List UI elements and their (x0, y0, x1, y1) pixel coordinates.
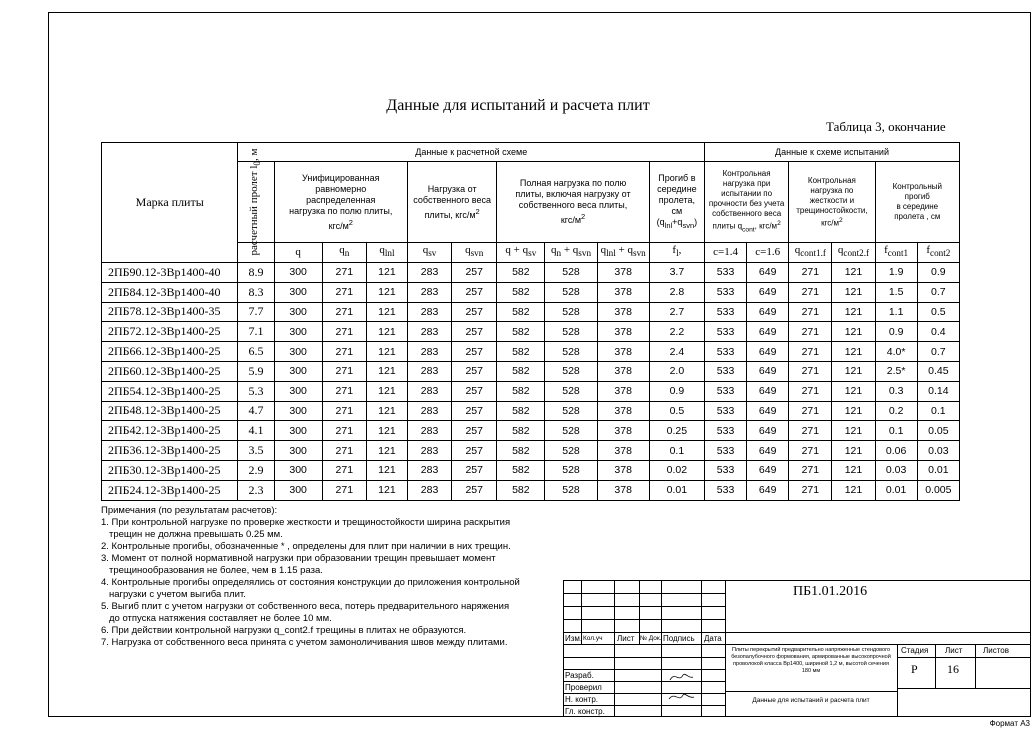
cell-qc1: 271 (789, 263, 832, 283)
col-control-defl-header: Контрольный прогиб в середине пролета , см (875, 162, 959, 243)
cell-qfull: 582 (497, 263, 545, 283)
cell-qlnl: 121 (366, 441, 407, 461)
cell-c16: 649 (747, 421, 789, 441)
cell-c14: 533 (704, 282, 746, 302)
cell-span: 4.7 (238, 401, 274, 421)
cell-qc1: 271 (789, 342, 832, 362)
cell-fl: 2.0 (649, 361, 704, 381)
cell-fc2: 0.9 (917, 263, 959, 283)
cell-qnfull: 528 (545, 302, 597, 322)
cell-qsv: 283 (408, 302, 452, 322)
cell-mark: 2ПБ36.12-3Вр1400-25 (102, 441, 238, 461)
cell-qsv: 283 (408, 421, 452, 441)
cell-fl: 0.9 (649, 381, 704, 401)
cell-qlnl: 121 (366, 322, 407, 342)
cell-fc2: 0.14 (917, 381, 959, 401)
cell-qsv: 283 (408, 381, 452, 401)
cell-fl: 0.1 (649, 441, 704, 461)
cell-c14: 533 (704, 381, 746, 401)
cell-span: 5.9 (238, 361, 274, 381)
cell-qfull: 582 (497, 302, 545, 322)
cell-qnfull: 528 (545, 421, 597, 441)
cell-qfull: 582 (497, 282, 545, 302)
stamp-data: Дата (704, 634, 722, 643)
cell-qlnl: 121 (366, 282, 407, 302)
cell-q: 300 (274, 322, 322, 342)
cell-fc1: 0.1 (875, 421, 917, 441)
sub-qc1: $q_{cont1.f}$ (789, 243, 832, 263)
cell-span: 8.3 (238, 282, 274, 302)
cell-span: 8.9 (238, 263, 274, 283)
cell-c16: 649 (747, 441, 789, 461)
cell-qc2: 121 (832, 401, 875, 421)
cell-mark: 2ПБ24.12-3Вр1400-25 (102, 480, 238, 500)
cell-q: 300 (274, 263, 322, 283)
cell-c16: 649 (747, 302, 789, 322)
stamp-listov-label: Листов (983, 646, 1009, 655)
note-line: 2. Контрольные прогибы, обозначенные * , определены для плит при наличии в них трещин. (101, 541, 511, 552)
cell-qsvn: 257 (452, 460, 497, 480)
col-unified-header: Унифицированная равномерно распределенная нагрузка по полю плиты, кгс/$м^2$ (274, 162, 407, 243)
cell-fc2: 0.1 (917, 401, 959, 421)
sub-qfull: $q + q_{sv}$ (497, 243, 545, 263)
cell-q: 300 (274, 480, 322, 500)
cell-c14: 533 (704, 302, 746, 322)
cell-qnfull: 528 (545, 263, 597, 283)
stamp-description: Плиты перекрытий предварительно напряженные стендового безопалубочного формования, армированные высокопрочной проволокой класса Вр1400, шириной 1,2 м, высотой сечения 180 мм (731, 647, 891, 674)
cell-c16: 649 (747, 322, 789, 342)
cell-qc2: 121 (832, 361, 875, 381)
sub-qlnl: $q_{lnl}$ (366, 243, 407, 263)
cell-qlnlfull: 378 (597, 282, 649, 302)
cell-span: 2.9 (238, 460, 274, 480)
cell-mark: 2ПБ42.12-3Вр1400-25 (102, 421, 238, 441)
cell-fc1: 1.5 (875, 282, 917, 302)
col-self-header: Нагрузка от собственного веса плиты, кгс/$м^2$ (408, 162, 497, 243)
cell-fl: 0.25 (649, 421, 704, 441)
cell-qlnl: 121 (366, 480, 407, 500)
cell-qn: 271 (322, 342, 366, 362)
cell-qc2: 121 (832, 381, 875, 401)
cell-fc2: 0.7 (917, 342, 959, 362)
cell-fc2: 0.7 (917, 282, 959, 302)
col-full-header: Полная нагрузка по полю плиты, включая нагрузку от собственного веса плиты, кгс/$м^2$ (497, 162, 650, 243)
sub-q: q (274, 243, 322, 263)
cell-fc2: 0.03 (917, 441, 959, 461)
cell-qlnl: 121 (366, 401, 407, 421)
cell-fc1: 0.01 (875, 480, 917, 500)
table-row (102, 441, 960, 461)
table-row (102, 361, 960, 381)
sub-qnfull: $q_n + q_{svn}$ (545, 243, 597, 263)
cell-c14: 533 (704, 460, 746, 480)
cell-fl: 0.01 (649, 480, 704, 500)
cell-c14: 533 (704, 441, 746, 461)
cell-qlnl: 121 (366, 381, 407, 401)
sub-qsv: $q_{sv}$ (408, 243, 452, 263)
cell-qfull: 582 (497, 322, 545, 342)
cell-q: 300 (274, 282, 322, 302)
cell-c14: 533 (704, 322, 746, 342)
notes-heading: Примечания (по результатам расчетов): (101, 505, 278, 516)
cell-qnfull: 528 (545, 282, 597, 302)
cell-qc1: 271 (789, 282, 832, 302)
note-line: 6. При действии контрольной нагрузки q_cont2.f трещины в плитах не образуются. (101, 625, 467, 636)
table-row (102, 342, 960, 362)
cell-qfull: 582 (497, 421, 545, 441)
cell-fl: 0.5 (649, 401, 704, 421)
table-label: Таблица 3, окончание (826, 119, 946, 134)
cell-qfull: 582 (497, 441, 545, 461)
cell-qc1: 271 (789, 381, 832, 401)
cell-qsvn: 257 (452, 282, 497, 302)
cell-c16: 649 (747, 361, 789, 381)
note-line: до отпуска натяжения составляет не более 10 мм. (109, 613, 332, 624)
stamp-list-no: 16 (947, 662, 959, 676)
stamp-gl-konstr: Гл. констр. (565, 707, 605, 716)
cell-qlnlfull: 378 (597, 263, 649, 283)
stamp-list-label: Лист (945, 646, 963, 655)
cell-c16: 649 (747, 342, 789, 362)
table-row (102, 401, 960, 421)
cell-qn: 271 (322, 441, 366, 461)
table-row (102, 460, 960, 480)
cell-c14: 533 (704, 480, 746, 500)
stamp-sheet-title: Данные для испытаний и расчета плит (752, 697, 870, 704)
table-row (102, 381, 960, 401)
cell-qn: 271 (322, 421, 366, 441)
sub-fc1: $f_{cont1}$ (875, 243, 917, 263)
cell-span: 5.3 (238, 381, 274, 401)
cell-span: 2.3 (238, 480, 274, 500)
stamp-razrab: Разраб. (565, 671, 594, 680)
table-row (102, 322, 960, 342)
cell-qnfull: 528 (545, 381, 597, 401)
cell-fl: 2.8 (649, 282, 704, 302)
cell-qsvn: 257 (452, 401, 497, 421)
col-mark-header: Марка плиты (102, 143, 238, 263)
cell-qn: 271 (322, 460, 366, 480)
cell-qnfull: 528 (545, 441, 597, 461)
note-line: 3. Момент от полной нормативной нагрузки при образовании трещин превышает момент (101, 553, 496, 564)
cell-qc2: 121 (832, 302, 875, 322)
cell-q: 300 (274, 401, 322, 421)
sub-qsvn: $q_{svn}$ (452, 243, 497, 263)
stamp-stadiya-label: Стадия (901, 646, 929, 655)
cell-qc1: 271 (789, 322, 832, 342)
data-table (101, 142, 960, 501)
cell-fc1: 0.06 (875, 441, 917, 461)
cell-qlnlfull: 378 (597, 302, 649, 322)
cell-qsvn: 257 (452, 421, 497, 441)
cell-mark: 2ПБ48.12-3Вр1400-25 (102, 401, 238, 421)
cell-qn: 271 (322, 302, 366, 322)
cell-span: 6.5 (238, 342, 274, 362)
stamp-n-dok: № Док. (640, 635, 662, 642)
cell-qnfull: 528 (545, 401, 597, 421)
cell-qc1: 271 (789, 302, 832, 322)
group-calc-header: Данные к расчетной схеме (238, 143, 705, 162)
cell-fl: 0.02 (649, 460, 704, 480)
cell-qnfull: 528 (545, 361, 597, 381)
col-defl-header: Прогиб в середине пролета, см $(q_{lnl}+q_{svn})$ (649, 162, 704, 243)
cell-qc1: 271 (789, 421, 832, 441)
signature-icon (667, 669, 697, 705)
cell-qc2: 121 (832, 342, 875, 362)
cell-qlnl: 121 (366, 421, 407, 441)
cell-qnfull: 528 (545, 322, 597, 342)
cell-qsvn: 257 (452, 381, 497, 401)
table-row (102, 421, 960, 441)
stamp-proveril: Проверил (565, 683, 602, 692)
cell-c16: 649 (747, 460, 789, 480)
cell-qc2: 121 (832, 441, 875, 461)
sub-qc2: $q_{cont2.f}$ (832, 243, 875, 263)
cell-qsv: 283 (408, 322, 452, 342)
cell-qfull: 582 (497, 361, 545, 381)
page-title: Данные для испытаний и расчета плит (386, 97, 650, 114)
cell-fl: 2.4 (649, 342, 704, 362)
cell-qc1: 271 (789, 361, 832, 381)
cell-qlnlfull: 378 (597, 421, 649, 441)
cell-fc1: 0.2 (875, 401, 917, 421)
cell-qsv: 283 (408, 441, 452, 461)
cell-qn: 271 (322, 322, 366, 342)
cell-qlnlfull: 378 (597, 460, 649, 480)
cell-qsv: 283 (408, 401, 452, 421)
cell-qn: 271 (322, 361, 366, 381)
sub-fc2: $f_{cont2}$ (917, 243, 959, 263)
cell-mark: 2ПБ72.12-3Вр1400-25 (102, 322, 238, 342)
cell-mark: 2ПБ66.12-3Вр1400-25 (102, 342, 238, 362)
note-line: 1. При контрольной нагрузке по проверке жесткости и трещиностойкости ширина раскрытия (101, 517, 511, 528)
cell-qc1: 271 (789, 480, 832, 500)
cell-qlnl: 121 (366, 460, 407, 480)
table-row (102, 302, 960, 322)
table-row (102, 480, 960, 500)
cell-qsv: 283 (408, 460, 452, 480)
cell-qc2: 121 (832, 282, 875, 302)
cell-c14: 533 (704, 342, 746, 362)
table-row (102, 282, 960, 302)
cell-span: 7.1 (238, 322, 274, 342)
cell-qc1: 271 (789, 401, 832, 421)
cell-qsvn: 257 (452, 263, 497, 283)
cell-q: 300 (274, 441, 322, 461)
cell-qc2: 121 (832, 421, 875, 441)
cell-c14: 533 (704, 361, 746, 381)
note-line: нагрузки с учетом выгиба плит. (109, 589, 246, 600)
cell-qlnl: 121 (366, 302, 407, 322)
cell-qsvn: 257 (452, 322, 497, 342)
cell-fc1: 1.1 (875, 302, 917, 322)
note-line: трещинообразования не более, чем в 1.15 раза. (109, 565, 323, 576)
cell-qsv: 283 (408, 342, 452, 362)
cell-qlnlfull: 378 (597, 361, 649, 381)
cell-q: 300 (274, 342, 322, 362)
cell-mark: 2ПБ90.12-3Вр1400-40 (102, 263, 238, 283)
table-row (102, 263, 960, 283)
col-control-stiff-header: Контрольная нагрузка по жесткости и трещиностойкости, кгс/$м^2$ (789, 162, 875, 243)
note-line: 5. Выгиб плит с учетом нагрузки от собственного веса, потерь предварительного наряжения (101, 601, 510, 612)
cell-qlnlfull: 378 (597, 401, 649, 421)
stamp-stadiya: Р (911, 662, 918, 676)
group-test-header: Данные к схеме испытаний (704, 143, 959, 162)
cell-c16: 649 (747, 282, 789, 302)
cell-fl: 3.7 (649, 263, 704, 283)
cell-fc1: 1.9 (875, 263, 917, 283)
cell-qc2: 121 (832, 480, 875, 500)
cell-qsvn: 257 (452, 441, 497, 461)
cell-qfull: 582 (497, 480, 545, 500)
cell-qsvn: 257 (452, 342, 497, 362)
sub-qn: $q_n$ (322, 243, 366, 263)
stamp-list: Лист (617, 634, 635, 643)
cell-qn: 271 (322, 381, 366, 401)
cell-qlnlfull: 378 (597, 441, 649, 461)
stamp-izm: Изм. (565, 634, 583, 643)
col-control-strength-header: Контрольная нагрузка при испытании по прочности без учета собственного веса плиты $q_{cont}$, кгс/$м^2$ (704, 162, 788, 243)
cell-qlnlfull: 378 (597, 381, 649, 401)
cell-mark: 2ПБ84.12-3Вр1400-40 (102, 282, 238, 302)
cell-qsv: 283 (408, 361, 452, 381)
cell-c16: 649 (747, 401, 789, 421)
stamp-code: ПБ1.01.2016 (793, 584, 868, 599)
cell-fc1: 4.0* (875, 342, 917, 362)
cell-c16: 649 (747, 480, 789, 500)
format-label: Формат А3 (989, 719, 1030, 728)
cell-q: 300 (274, 460, 322, 480)
cell-qsv: 283 (408, 480, 452, 500)
cell-c14: 533 (704, 421, 746, 441)
cell-fc1: 0.03 (875, 460, 917, 480)
cell-qc2: 121 (832, 263, 875, 283)
cell-fc1: 2.5* (875, 361, 917, 381)
cell-fl: 2.2 (649, 322, 704, 342)
cell-qc1: 271 (789, 460, 832, 480)
sub-qlnlfull: $q_{lnl} + q_{svn}$ (597, 243, 649, 263)
cell-fc2: 0.005 (917, 480, 959, 500)
cell-qn: 271 (322, 480, 366, 500)
cell-qsv: 283 (408, 263, 452, 283)
cell-qsvn: 257 (452, 302, 497, 322)
sub-c14: c=1.4 (704, 243, 746, 263)
note-line: 7. Нагрузка от собственного веса принята с учетом замоноличивания швов между плитами. (101, 637, 508, 648)
cell-qlnl: 121 (366, 361, 407, 381)
cell-qn: 271 (322, 401, 366, 421)
cell-qlnlfull: 378 (597, 480, 649, 500)
cell-qsvn: 257 (452, 361, 497, 381)
cell-mark: 2ПБ78.12-3Вр1400-35 (102, 302, 238, 322)
cell-c16: 649 (747, 263, 789, 283)
cell-qfull: 582 (497, 381, 545, 401)
cell-span: 3.5 (238, 441, 274, 461)
cell-c16: 649 (747, 381, 789, 401)
cell-qc1: 271 (789, 441, 832, 461)
stamp-n-kontr: Н. контр. (565, 695, 599, 704)
cell-c14: 533 (704, 401, 746, 421)
cell-qn: 271 (322, 282, 366, 302)
cell-span: 7.7 (238, 302, 274, 322)
cell-span: 4.1 (238, 421, 274, 441)
col-span-header: расчетный пролет $l_0$, м (238, 162, 274, 243)
cell-qlnl: 121 (366, 263, 407, 283)
cell-qsv: 283 (408, 282, 452, 302)
cell-fc2: 0.05 (917, 421, 959, 441)
cell-qfull: 582 (497, 342, 545, 362)
cell-mark: 2ПБ30.12-3Вр1400-25 (102, 460, 238, 480)
cell-fc2: 0.4 (917, 322, 959, 342)
cell-qnfull: 528 (545, 480, 597, 500)
table-body (102, 263, 960, 501)
cell-fc2: 0.01 (917, 460, 959, 480)
cell-q: 300 (274, 421, 322, 441)
note-line: трещин не должна превышать 0.25 мм. (109, 529, 283, 540)
cell-q: 300 (274, 381, 322, 401)
cell-q: 300 (274, 361, 322, 381)
cell-qlnlfull: 378 (597, 322, 649, 342)
cell-fc1: 0.3 (875, 381, 917, 401)
cell-fc2: 0.5 (917, 302, 959, 322)
note-line: 4. Контрольные прогибы определялись от состояния конструкции до приложения контрольной (101, 577, 520, 588)
cell-mark: 2ПБ60.12-3Вр1400-25 (102, 361, 238, 381)
cell-qc2: 121 (832, 322, 875, 342)
cell-fc2: 0.45 (917, 361, 959, 381)
cell-fc1: 0.9 (875, 322, 917, 342)
cell-qlnl: 121 (366, 342, 407, 362)
sub-c16: c=1.6 (747, 243, 789, 263)
cell-qfull: 582 (497, 460, 545, 480)
cell-q: 300 (274, 302, 322, 322)
cell-qc2: 121 (832, 460, 875, 480)
stamp-podpis: Подпись (663, 634, 695, 643)
sub-fl: $f_l$, (649, 243, 704, 263)
cell-qsvn: 257 (452, 480, 497, 500)
cell-qnfull: 528 (545, 342, 597, 362)
cell-qnfull: 528 (545, 460, 597, 480)
cell-fl: 2.7 (649, 302, 704, 322)
cell-c14: 533 (704, 263, 746, 283)
cell-mark: 2ПБ54.12-3Вр1400-25 (102, 381, 238, 401)
cell-qn: 271 (322, 263, 366, 283)
stamp-kol-uch: Кол.уч (583, 635, 603, 642)
cell-qfull: 582 (497, 401, 545, 421)
cell-qlnlfull: 378 (597, 342, 649, 362)
title-block (563, 580, 1031, 717)
notes-block (101, 505, 551, 649)
